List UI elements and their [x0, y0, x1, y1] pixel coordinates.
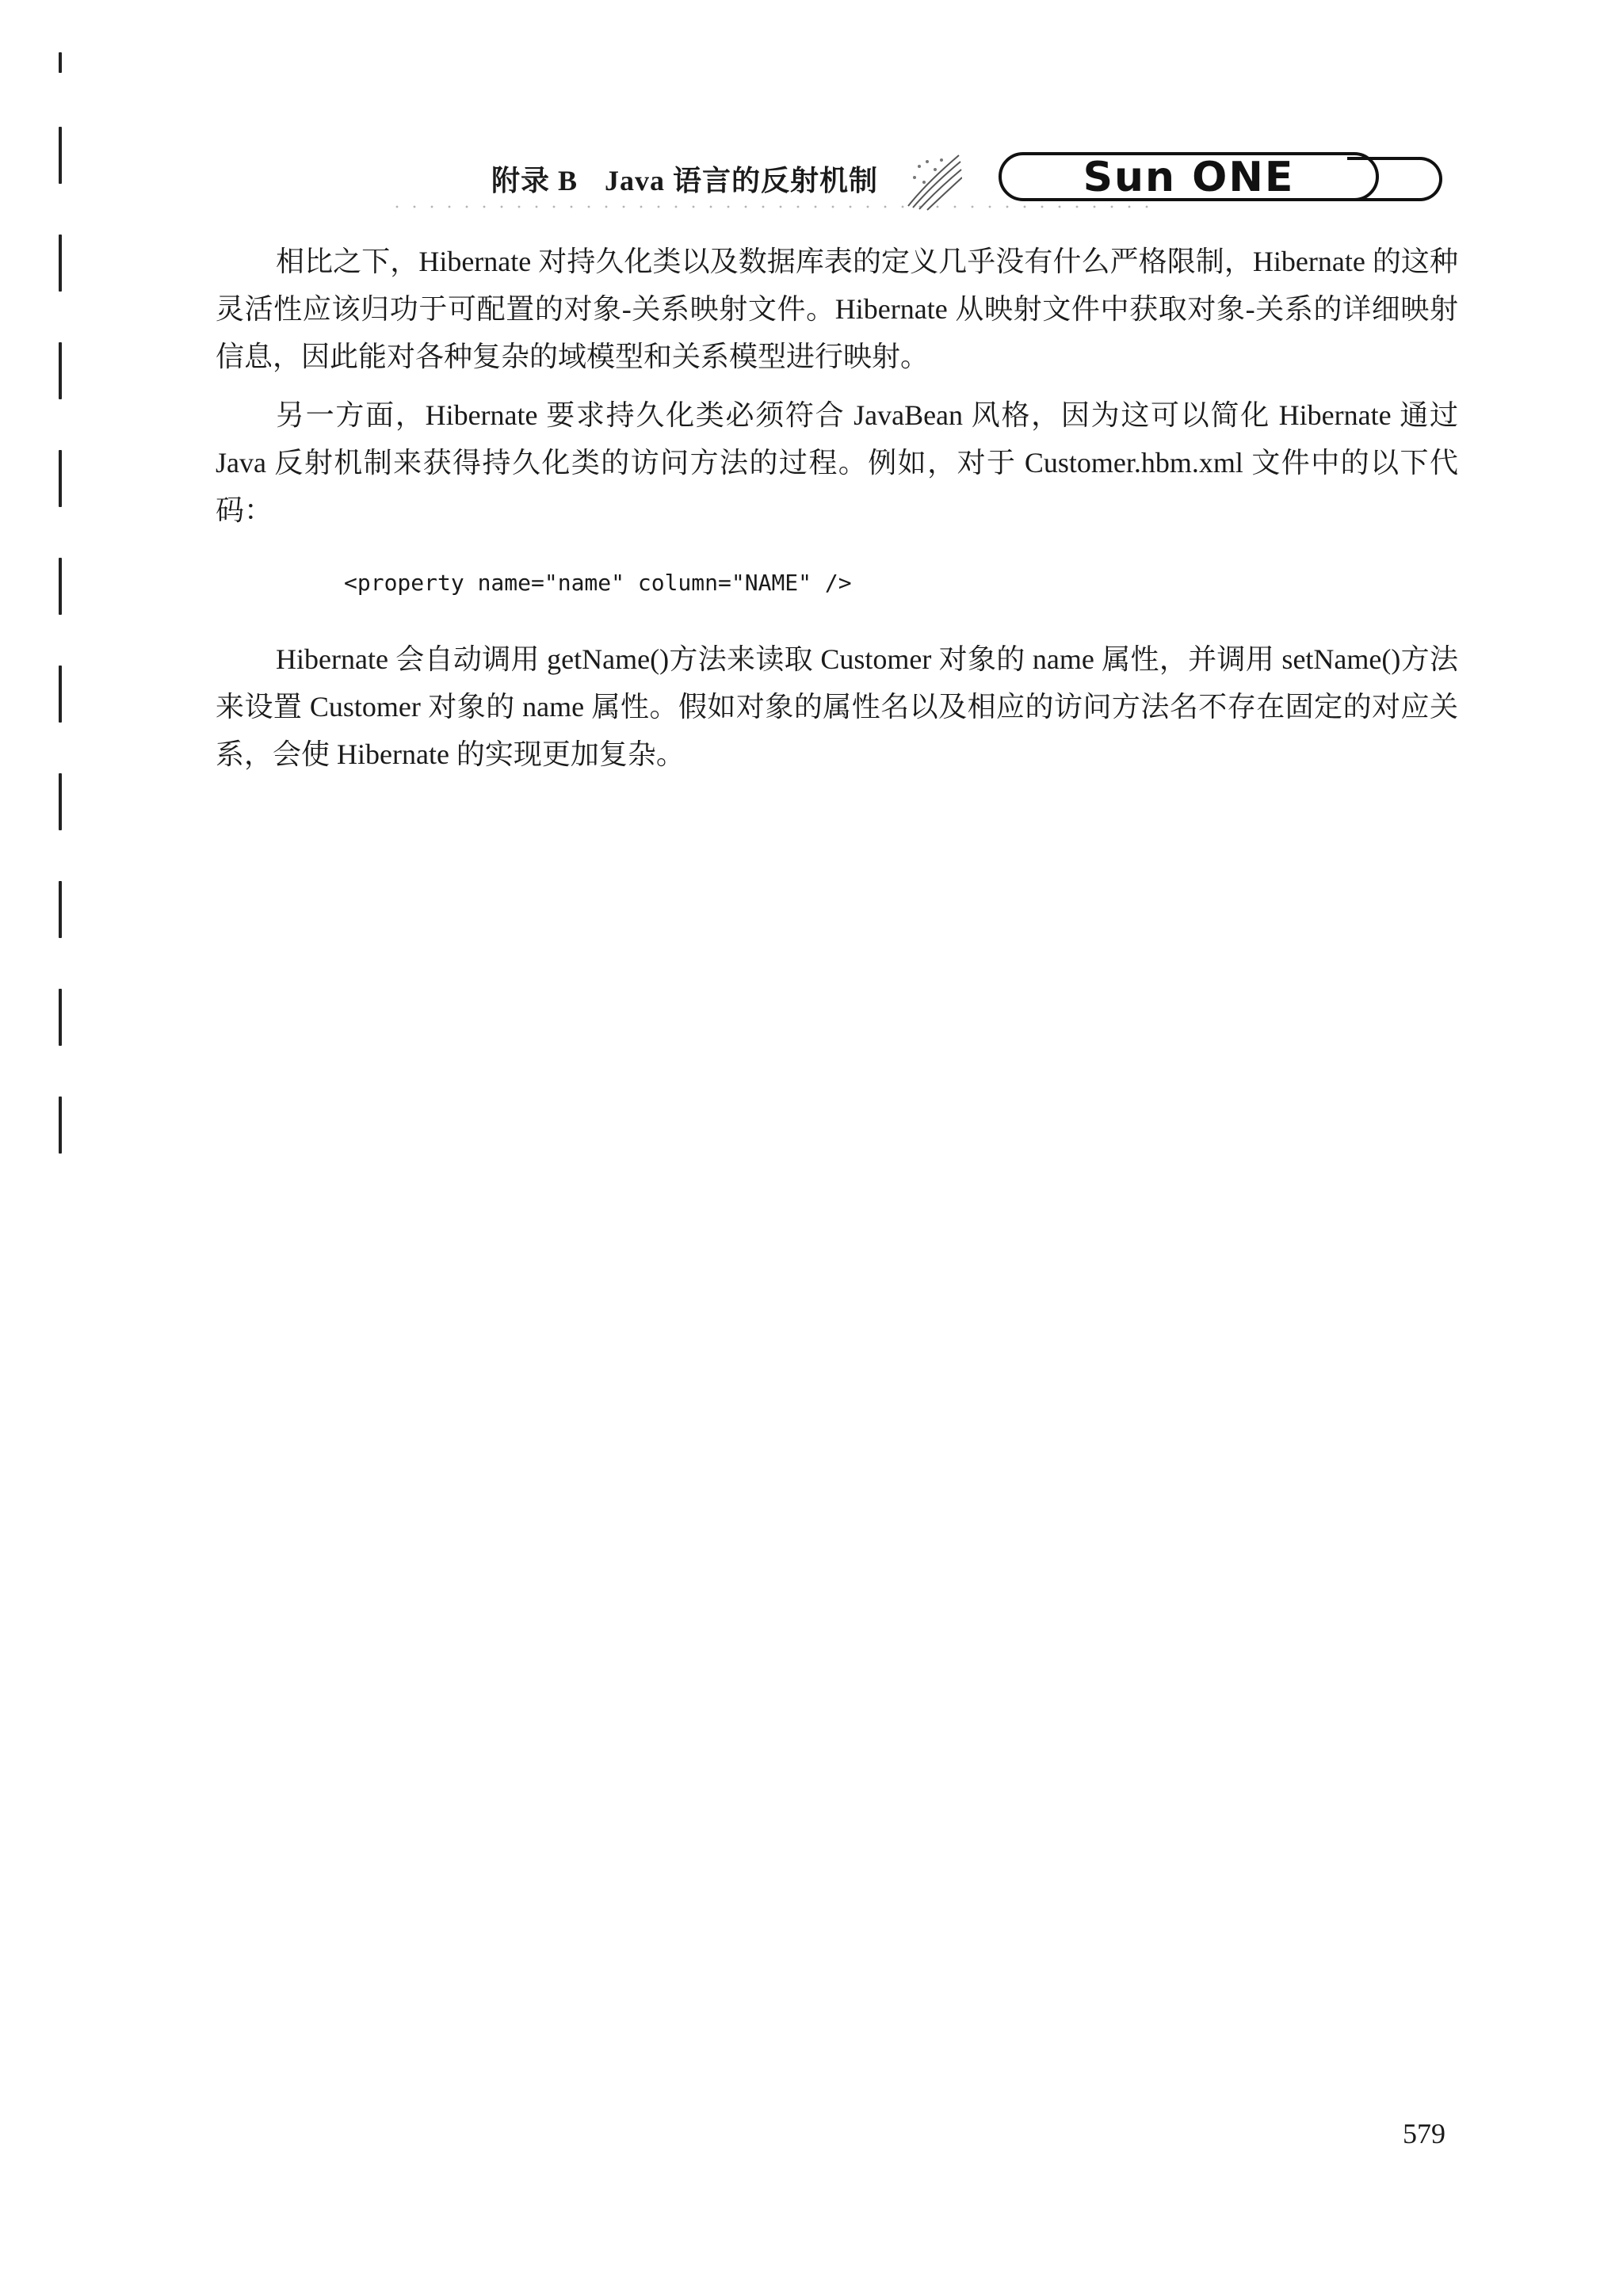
margin-tick [59, 450, 62, 507]
code-snippet: <property name="name" column="NAME" /> [344, 570, 852, 596]
margin-tick [59, 558, 62, 615]
margin-tick [59, 235, 62, 292]
logo-pill [999, 152, 1379, 201]
binding-margin-marks [0, 0, 95, 1188]
sun-one-logo [999, 152, 1442, 206]
margin-tick [59, 1097, 62, 1154]
margin-tick [59, 52, 62, 73]
logo-text: Sun ONE [1083, 154, 1295, 201]
chapter-title: Java 语言的反射机制 [605, 165, 879, 196]
body-paragraph: 相比之下，Hibernate 对持久化类以及数据库表的定义几乎没有什么严格限制，Hibernate 的这种灵活性应该归功于可配置的对象-关系映射文件。Hibernate 从映射文件中获取对象-关系的详细映射信息，因此能对各种复杂的域模型和关系模型进行映射。 [216, 246, 1458, 372]
margin-tick [59, 127, 62, 184]
header-title [491, 158, 878, 199]
margin-tick [59, 773, 62, 830]
body-paragraph: Hibernate 会自动调用 getName()方法来读取 Customer 对象的 name 属性，并调用 setName()方法来设置 Customer 对象的 name 属性。假如对象的属性名以及相应的访问方法名不存在固定的对应关系，会使 Hibernate 的实现更加复杂。 [216, 643, 1458, 770]
page-number: 579 [1403, 2118, 1445, 2149]
margin-tick [59, 881, 62, 938]
margin-tick [59, 342, 62, 399]
page-body [216, 238, 1458, 789]
body-paragraph: 另一方面，Hibernate 要求持久化类必须符合 JavaBean 风格，因为这可以简化 Hibernate 通过 Java 反射机制来获得持久化类的访问方法的过程。例如，对于 Customer.hbm.xml 文件中的以下代码： [216, 399, 1458, 526]
margin-tick [59, 666, 62, 723]
margin-tick [59, 989, 62, 1046]
appendix-label: 附录 B [491, 165, 579, 196]
swoosh-icon [903, 151, 962, 211]
running-header [491, 151, 1474, 222]
